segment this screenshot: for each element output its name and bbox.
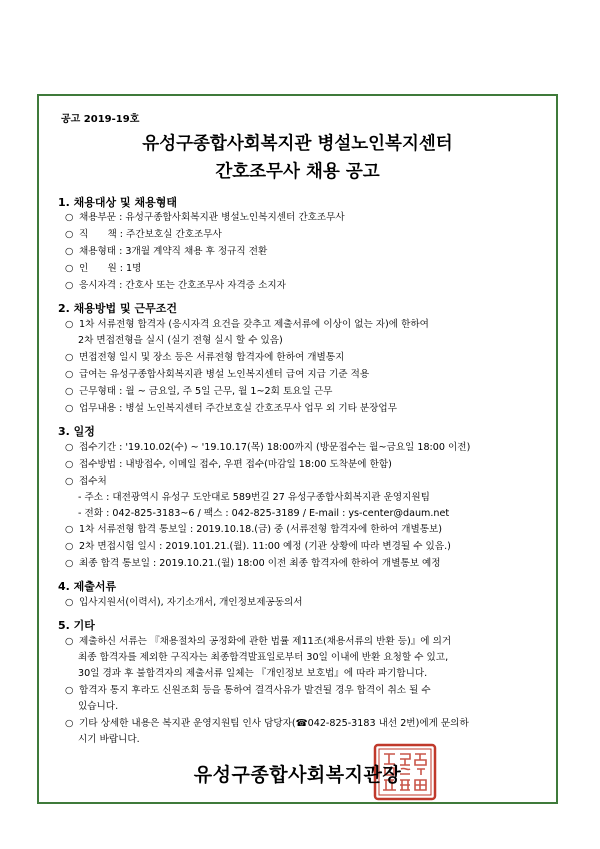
application-address: - 주소 : 대전광역시 유성구 도안대로 589번길 27 유성구종합사회복지관 운영지원팀 — [78, 492, 430, 503]
final-result-date: ○ 최종 합격 통보일 : 2019.10.21.(월) 18:00 이전 최종 합격자에 한하여 개별통보 예정 — [65, 558, 441, 569]
application-place: ○ 접수처 — [65, 476, 107, 487]
title-line-1: 유성구종합사회복지관 병설노인복지센터 — [142, 134, 453, 154]
section-4-item: ○ 입사지원서(이력서), 자기소개서, 개인정보제공동의서 — [65, 597, 303, 608]
section-5-heading: 5. 기타 — [58, 619, 95, 632]
section-1-item: ○ 인 원 : 1명 — [65, 263, 142, 274]
section-5-item-continuation: 최종 합격자를 제외한 구직자는 최종합격발표일로부터 30일 이내에 반환 요청할 수 있고, — [78, 652, 449, 663]
section-1-item: ○ 직 책 : 주간보호실 간호조무사 — [65, 229, 222, 240]
section-2-item: ○ 1차 서류전형 합격자 (응시자격 요건을 갖추고 제출서류에 이상이 없는 자)에 한하여 — [65, 319, 429, 330]
section-5-item-continuation: 시기 바랍니다. — [78, 734, 140, 745]
section-2-item: ○ 업무내용 : 병설 노인복지센터 주간보호실 간호조무사 업무 외 기타 분장업무 — [65, 403, 397, 414]
section-5-item: ○ 기타 상세한 내용은 복지관 운영지원팀 인사 담당자(☎042-825-3183 내선 2번)에게 문의하 — [65, 718, 469, 729]
interview-date: ○ 2차 면접시험 일시 : 2019.101.21.(월). 11:00 예정 (기관 상황에 따라 변경될 수 있음.) — [65, 541, 451, 552]
section-5-item-continuation: 있습니다. — [78, 701, 119, 712]
first-result-date: ○ 1차 서류전형 합격 통보일 : 2019.10.18.(금) 중 (서류전형 합격자에 한하여 개별통보) — [65, 524, 443, 535]
section-1-heading: 1. 채용대상 및 채용형태 — [58, 196, 177, 209]
section-2-heading: 2. 채용방법 및 근무조건 — [58, 302, 177, 315]
section-2-item-continuation: 2차 면접전형을 실시 (실기 전형 실시 할 수 있음) — [78, 335, 283, 346]
section-2-item: ○ 급여는 유성구종합사회복지관 병설 노인복지센터 급여 지급 기준 적용 — [65, 369, 370, 380]
application-method: ○ 접수방법 : 내방접수, 이메일 접수, 우편 접수(마감일 18:00 도착분에 한함) — [65, 459, 392, 470]
title-line-2: 간호조무사 채용 공고 — [215, 162, 380, 182]
section-1-item: ○ 채용형태 : 3개월 계약직 채용 후 정규직 전환 — [65, 246, 268, 257]
application-contact: - 전화 : 042-825-3183~6 / 팩스 : 042-825-3189 / E-mail : ys-center@daum.net — [78, 508, 450, 519]
section-4-heading: 4. 제출서류 — [58, 580, 117, 593]
section-2-item: ○ 면접전형 일시 및 장소 등은 서류전형 합격자에 한하여 개별통지 — [65, 352, 345, 363]
notice-number: 공고 2019-19호 — [61, 114, 140, 125]
issuing-organization: 유성구종합사회복지관장 — [193, 764, 402, 786]
section-2-item: ○ 근무형태 : 월 ~ 금요일, 주 5일 근무, 월 1~2회 토요일 근무 — [65, 386, 333, 397]
section-5-item: ○ 제출하신 서류는 『채용절차의 공정화에 관한 법률 제11조(채용서류의 반환 등)』에 의거 — [65, 636, 452, 647]
section-5-item-continuation: 30일 경과 후 불합격자의 제출서류 일체는 『개인정보 보호법』에 따라 파기합니다. — [78, 668, 428, 679]
section-1-item: ○ 채용부문 : 유성구종합사회복지관 병설노인복지센터 간호조무사 — [65, 212, 345, 223]
application-period: ○ 접수기간 : '19.10.02(수) ~ '19.10.17(목) 18:00까지 (방문접수는 월~금요일 18:00 이전) — [65, 442, 471, 453]
section-5-item: ○ 합격자 통지 후라도 신원조회 등을 통하여 결격사유가 발견될 경우 합격이 취소 될 수 — [65, 685, 431, 696]
section-3-heading: 3. 일정 — [58, 425, 95, 438]
section-1-item: ○ 응시자격 : 간호사 또는 간호조무사 자격증 소지자 — [65, 280, 286, 291]
